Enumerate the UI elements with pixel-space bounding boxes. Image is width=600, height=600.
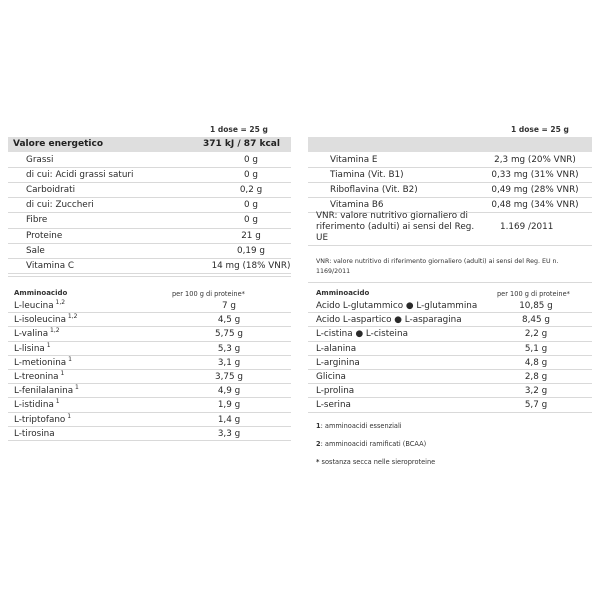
nutrient-row-value: 0,19 g [237, 245, 265, 256]
nutrient-row-label: Sale [26, 245, 45, 256]
row-divider [8, 273, 291, 274]
amino-row-left-label: L-istidina $^1$ [14, 398, 60, 411]
nutrient-row-label: di cui: Zuccheri [26, 200, 94, 211]
footnote-text: : amminoacidi ramificati (BCAA) [320, 440, 427, 448]
amino-row-right-value: 10,85 g [519, 301, 553, 311]
nutrient-row-label: Grassi [26, 155, 54, 165]
nutrient-row [26, 213, 291, 228]
amino-row-left-label: L-leucina $^{1,2}$ [14, 299, 66, 311]
amino-row-left-value: 4,5 g [217, 315, 241, 326]
amino-row-left-label: L-fenilalanina $^1$ [14, 384, 79, 397]
vitamin-row-value: 0,49 mg (28% VNR) [491, 184, 579, 195]
energy-label: Valore energetico [13, 139, 103, 149]
vnr-line-3: UE [316, 233, 328, 243]
footnote-text: sostanza secca nelle sieroproteine [319, 458, 436, 466]
footnote-marker: 1,2 [66, 313, 78, 321]
nutrient-row-value: 0 g [244, 170, 258, 181]
nutrient-row [26, 259, 291, 274]
footnote-marker: 1 [44, 341, 51, 349]
amino-row-right-label: L-prolina [316, 386, 355, 397]
vitamin-row [330, 183, 590, 198]
vnr-note [316, 257, 586, 277]
footnote-marker: 1,2 [48, 327, 60, 335]
vnr-row-value: 1.169 /2011 [500, 222, 554, 232]
amino-row-right-label: Acido L-aspartico ● L-asparagina [316, 315, 462, 326]
amino-row-right-label: Acido L-glutammico ● L-glutammina [316, 301, 478, 311]
nutrient-row [26, 183, 291, 198]
dose-header-left: 1 dose = 25 g [210, 125, 268, 134]
energy-value: 371 kJ / 87 kcal [203, 139, 280, 149]
nutrient-row [26, 153, 291, 168]
amino-row-right-label: L-arginina [316, 357, 360, 368]
amino-row-right-value: 8,45 g [522, 315, 550, 326]
footnote-marker: 1,2 [53, 299, 66, 307]
nutrient-row-value: 21 g [241, 230, 261, 241]
footnote-marker: 1 [73, 384, 79, 392]
amino-row-right-value: 3,2 g [524, 386, 548, 397]
divider [308, 282, 592, 283]
nutrient-row-value: 0,2 g [239, 185, 263, 196]
footnote-mark: 2 [316, 440, 321, 448]
amino-row-left-value: 3,3 g [217, 428, 241, 439]
vitamin-row-label: Tiamina (Vit. B1) [330, 169, 404, 180]
amino-row-left-value: 7 g [222, 301, 236, 311]
amino-row-left-label: L-valina $^{1,2}$ [14, 327, 60, 340]
vitamin-row-value: 0,48 mg (34% VNR) [491, 199, 579, 210]
amino-row-right-label: L-serina [316, 400, 351, 411]
amino-row-left-value: 5,3 g [217, 343, 241, 354]
amino-row-left-value: 5,75 g [215, 329, 243, 340]
nutrient-row-label: Carboidrati [26, 185, 76, 196]
nutrient-row-label: di cui: Acidi grassi saturi [26, 170, 134, 181]
vitamin-row-label: Vitamina B6 [330, 199, 384, 210]
right-header-bar [308, 137, 592, 152]
vitamin-row-value: 0,33 mg (31% VNR) [491, 169, 579, 180]
nutrient-row [26, 198, 291, 213]
amino-row-left-label: L-triptofano $^1$ [14, 412, 72, 425]
amino-row-right-label: Glicina [316, 372, 346, 382]
nutrient-row [26, 168, 291, 183]
nutrient-row-value: 0 g [244, 200, 258, 211]
footnote-text: : amminoacidi essenziali [320, 422, 402, 430]
amino-row-right-value: 5,7 g [524, 400, 548, 411]
row-divider [308, 412, 592, 413]
vnr-line-2: riferimento (adulti) ai sensi del Reg. [316, 222, 475, 232]
amino-row-left-label: L-treonina $^1$ [14, 370, 65, 382]
vitamin-row-value: 2,3 mg (20% VNR) [494, 155, 576, 165]
amino-row-left-value: 4,9 g [217, 386, 241, 397]
vnr-line-1: VNR: valore nutritivo giornaliero di [316, 211, 468, 221]
vitamin-row-label: Vitamina E [330, 155, 378, 165]
amino-row-left-label: L-isoleucina $^{1,2}$ [14, 313, 78, 326]
vnr-note-line-1: VNR: valore nutritivo di riferimento giornaliero (adulti) ai sensi del Reg. EU n. [316, 258, 559, 265]
amino-row-right-value: 2,2 g [524, 329, 548, 340]
amino-row-right-label: L-alanina [316, 343, 357, 354]
footnote [316, 421, 402, 431]
amino-row-left-label: L-lisina $^1$ [14, 341, 51, 354]
amino-row-left-value: 1,4 g [217, 414, 241, 425]
amino-row-right-value: 2,8 g [524, 372, 548, 382]
amino-row-left-value: 3,75 g [215, 372, 243, 382]
amino-row-left-value: 3,1 g [217, 357, 241, 368]
amino-row-right-value: 5,1 g [524, 343, 548, 354]
energy-bar [8, 137, 291, 152]
footnote-mark: 1 [316, 422, 321, 430]
footnote-marker: 1 [65, 412, 72, 420]
nutrient-row-value: 0 g [244, 155, 258, 165]
amino-row-left-label: L-tirosina [14, 428, 55, 439]
footnote-mark: * [316, 458, 320, 466]
amino-row-right-value: 4,8 g [524, 357, 548, 368]
footnote-marker: 1 [53, 398, 60, 406]
amino-row-left-label: L-metionina $^1$ [14, 355, 72, 368]
nutrient-row-label: Proteine [26, 230, 63, 241]
vitamin-row [330, 168, 590, 183]
vitamin-row-label: Riboflavina (Vit. B2) [330, 184, 418, 195]
nutrient-row-label: Vitamina C [26, 260, 75, 271]
dose-header-right: 1 dose = 25 g [511, 125, 569, 134]
vitamin-row [330, 153, 590, 168]
footnote-marker: 1 [66, 355, 72, 363]
amino-header-value-right: per 100 g di proteine* [497, 290, 570, 298]
nutrient-row [26, 229, 291, 244]
nutrient-row-value: 14 mg (18% VNR) [211, 260, 291, 271]
footnote [316, 457, 435, 467]
amino-header-label-left: Amminoacido [14, 289, 68, 297]
footnote-marker: 1 [58, 370, 65, 378]
row-divider [8, 440, 291, 441]
nutrient-row-value: 0 g [244, 215, 258, 226]
vnr-row-label [316, 211, 474, 244]
amino-header-label-right: Amminoacido [316, 289, 370, 297]
divider [308, 245, 592, 246]
footnote [316, 439, 426, 449]
divider [8, 276, 291, 277]
vnr-note-line-2: 1169/2011 [316, 268, 351, 275]
amino-row-right-label: L-cistina ● L-cisteina [316, 329, 408, 340]
amino-row-left-value: 1,9 g [217, 400, 241, 411]
nutrient-row-label: Fibre [26, 215, 48, 226]
amino-header-value-left: per 100 g di proteine* [172, 290, 245, 298]
nutrient-row [26, 244, 291, 259]
